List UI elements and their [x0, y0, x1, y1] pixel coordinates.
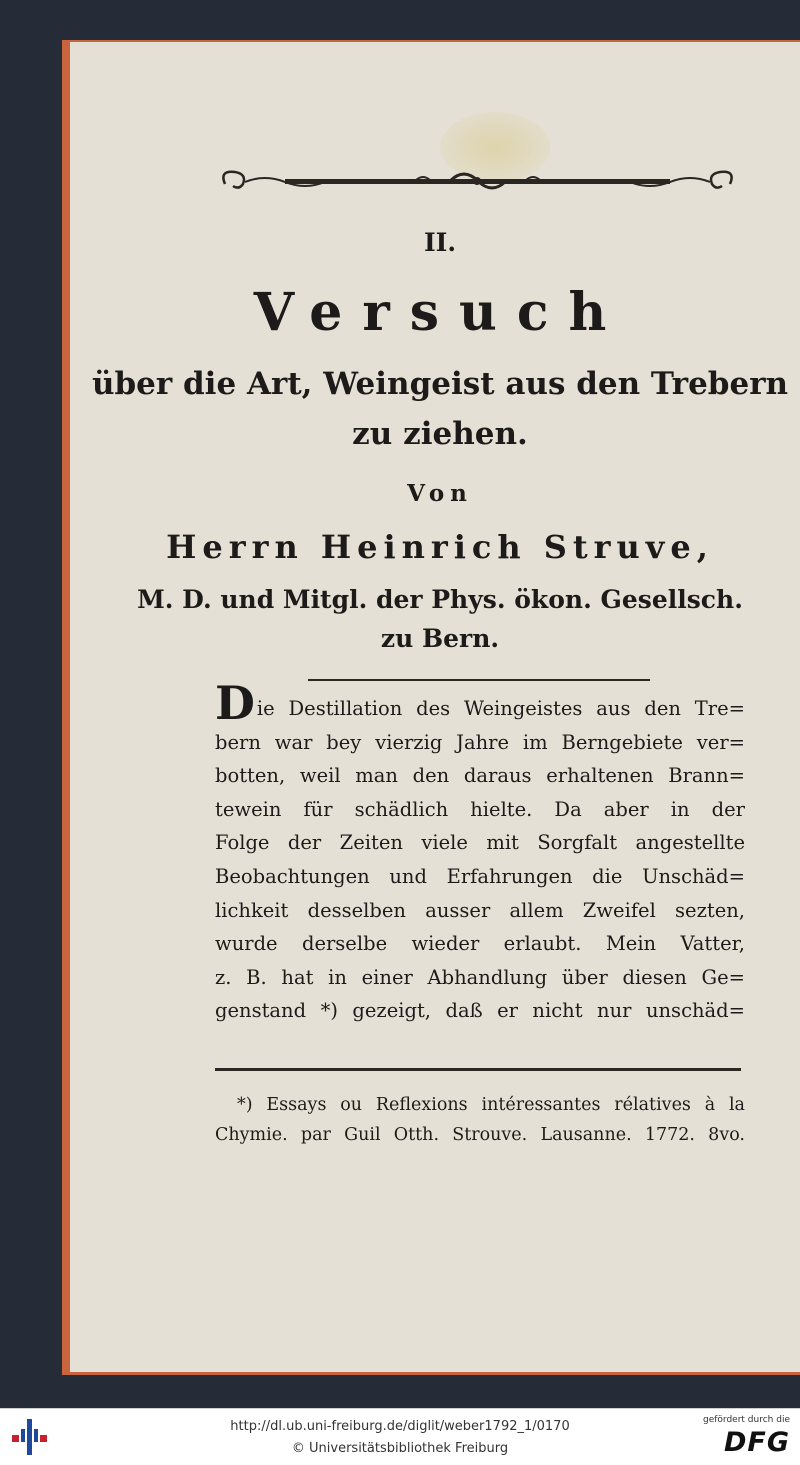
body-text [215, 676, 745, 1028]
subtitle-line-1: über die Art, Weingeist aus den Trebern [91, 366, 789, 402]
body-line: tewein für schädlich hielte. Da aber in der [215, 797, 745, 821]
footnote-line: Chymie. par Guil Otth. Strouve. Lausanne. 1772. 8vo. [215, 1125, 745, 1145]
permalink-url[interactable]: http://dl.ub.uni-freiburg.de/diglit/weber1792_1/0170 [230, 1419, 570, 1434]
header-ornament-icon [215, 160, 740, 200]
viewer-footer [0, 1408, 800, 1465]
funding-label: gefördert durch die [703, 1415, 790, 1425]
footnote [215, 1090, 745, 1150]
copyright-notice: © Universitätsbibliothek Freiburg [291, 1441, 509, 1456]
footnote-divider [215, 1068, 741, 1071]
body-line: botten, weil man den daraus erhaltenen Brann= [215, 764, 745, 788]
author-name: Herrn Heinrich Struve, [166, 528, 714, 566]
body-line: bern war bey vierzig Jahre im Berngebiete ver= [215, 730, 745, 754]
body-line: Beobachtungen und Erfahrungen die Unschäd= [215, 864, 745, 888]
article-title: Versuch [253, 282, 627, 343]
dfg-logo-icon[interactable]: DFG [723, 1427, 790, 1458]
author-affiliation-line-1: M. D. und Mitgl. der Phys. ökon. Gesellsch. [137, 585, 743, 614]
byline-von: Von [407, 480, 473, 507]
chapter-number: II. [423, 228, 457, 257]
body-line: Die Destillation des Weingeistes aus den Tre= [215, 676, 745, 730]
body-line: z. B. hat in einer Abhandlung über diesen Ge= [215, 965, 745, 989]
body-line: Folge der Zeiten viele mit Sorgfalt angestellte [215, 831, 745, 855]
body-line: wurde derselbe wieder erlaubt. Mein Vatter, [215, 932, 745, 956]
author-affiliation-line-2: zu Bern. [380, 624, 500, 653]
subtitle-line-2: zu ziehen. [352, 416, 528, 452]
section-divider [308, 679, 650, 681]
body-line: lichkeit desselben ausser allem Zweifel sezten, [215, 898, 745, 922]
body-line: genstand *) gezeigt, daß er nicht nur unschäd= [215, 999, 745, 1023]
book-page [70, 42, 800, 1372]
drop-cap: D [215, 676, 255, 730]
footnote-line: *) Essays ou Reflexions intéressantes rélatives à la [237, 1095, 745, 1115]
